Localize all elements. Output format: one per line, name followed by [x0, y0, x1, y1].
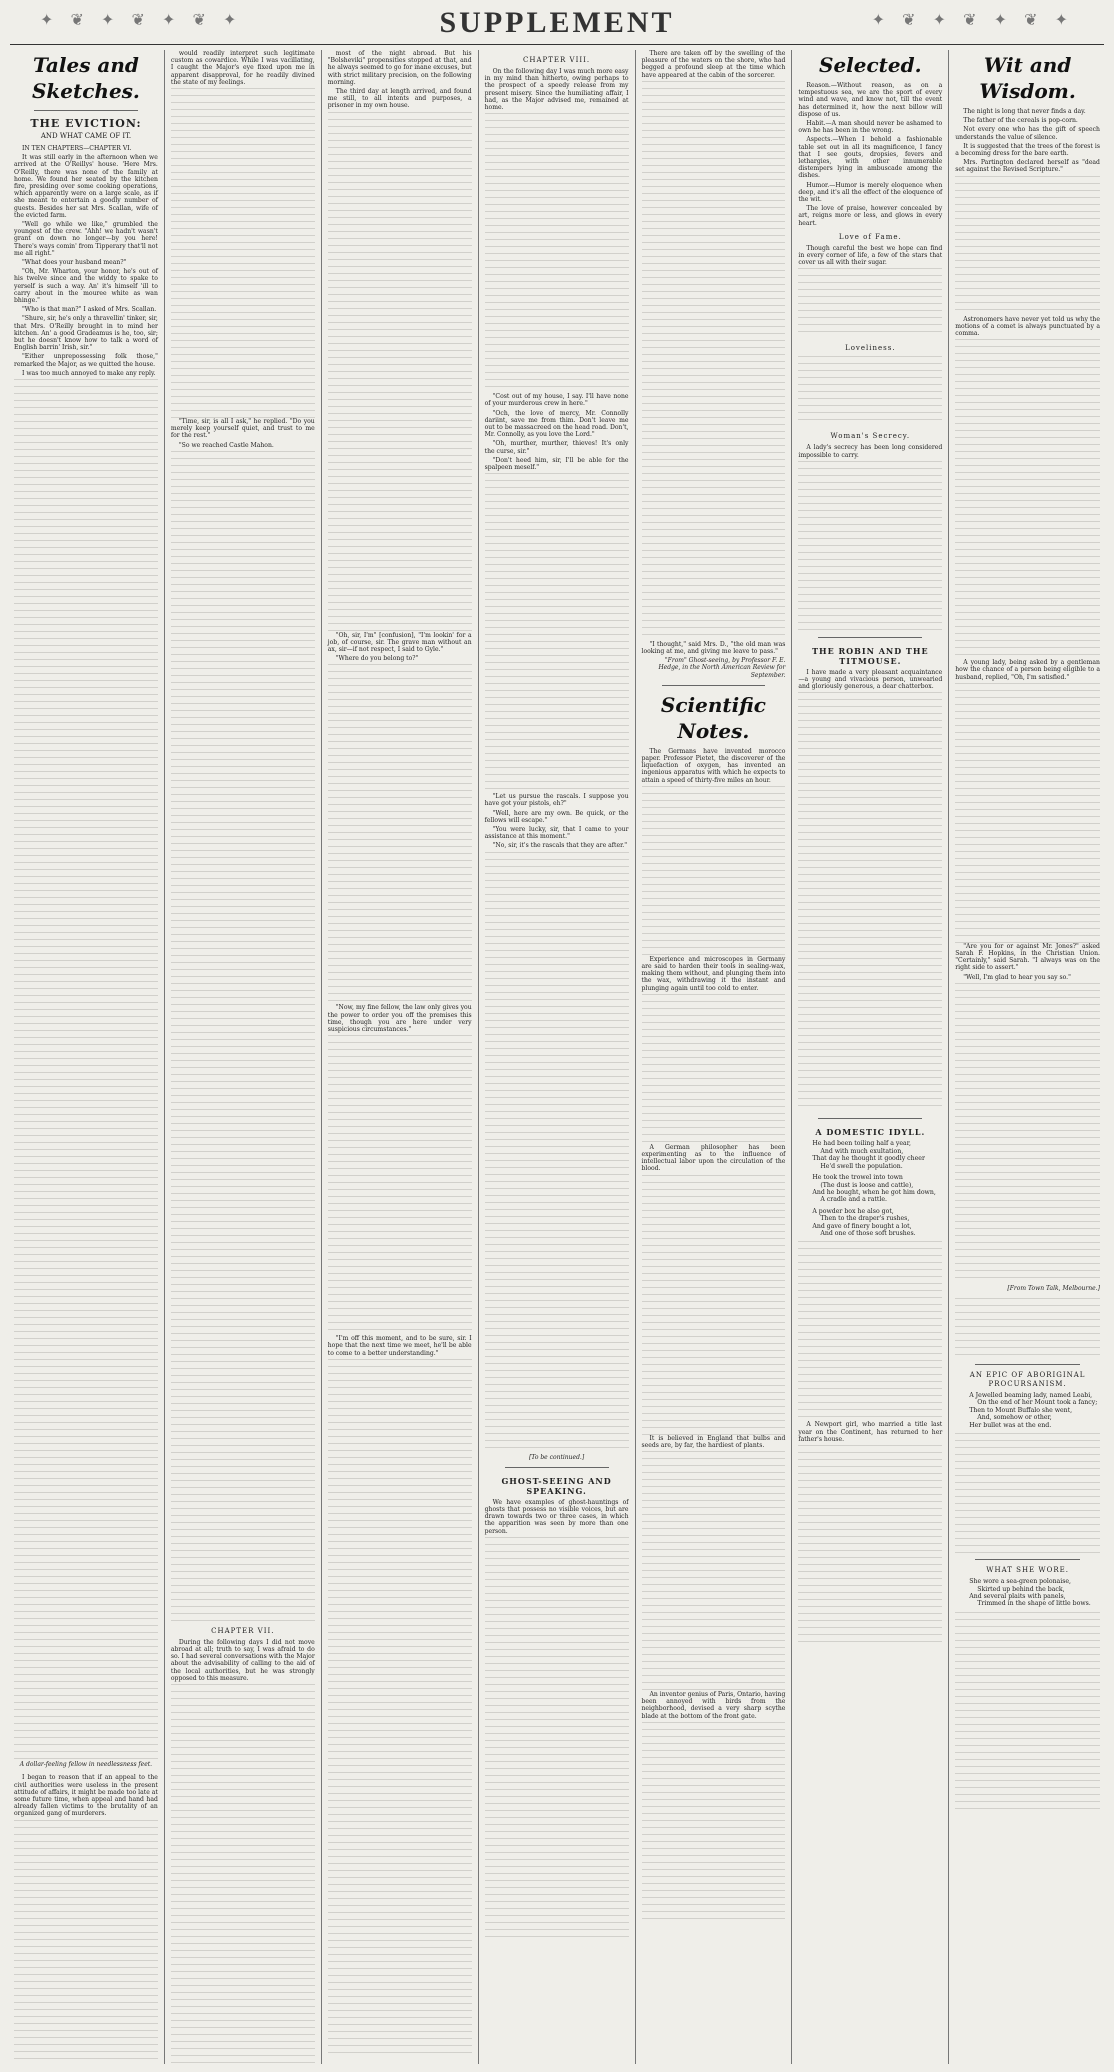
domestic-idyll-title: A DOMESTIC IDYLL. — [815, 1127, 926, 1138]
text-block — [642, 81, 786, 641]
text-block — [955, 683, 1100, 943]
poem-line: He had been toiling half a year, — [812, 1140, 911, 1148]
paragraph: "Either unprepossessing folk those," remarked the Major, as we quitted the house. — [14, 353, 158, 368]
text-block — [798, 1241, 942, 1421]
text-block — [328, 1035, 472, 1335]
poem-line: A cradle and a rattle. — [820, 1196, 887, 1204]
masthead — [0, 0, 1114, 46]
paragraph: The father of the cereals is pop-corn. — [963, 117, 1078, 125]
text-block — [642, 786, 786, 956]
text-block — [955, 176, 1100, 316]
poem-line: On the end of her Mount took a fancy; — [977, 1399, 1098, 1407]
column-2 — [165, 50, 322, 2064]
poem-line: Her bullet was at the end. — [969, 1421, 1052, 1429]
poem-line: Then to Mount Buffalo she went, — [969, 1406, 1073, 1414]
chapter-heading: CHAPTER VIII. — [523, 56, 591, 64]
idyll-poem — [798, 1208, 942, 1238]
text-block — [485, 473, 629, 793]
paragraph: "No, sir, it's the rascals that they are after." — [492, 842, 628, 850]
chapter-heading: CHAPTER VII. — [211, 1626, 275, 1635]
paragraph: "I thought," said Mrs. D., "the old man was looking at me, and giving me leave to pass." — [641, 640, 786, 656]
masthead-ornament-right: ✦ ❦ ✦ ❦ ✦ ❦ ✦ — [871, 10, 1074, 29]
idyll-poem — [798, 1174, 942, 1204]
text-block — [798, 356, 942, 426]
paragraph: "Well, here are my own. Be quick, or the fellows will escape." — [484, 809, 629, 824]
paragraph: would readily interpret such legitimate custom as cowardice. While I was vacillating, I caught the Major's eye fixed upon me in apparent disapproval, for he readily divined the state of my feelings. — [170, 50, 315, 86]
paragraph: I was too much annoyed to make any reply. — [22, 369, 156, 377]
column-4 — [479, 50, 636, 2064]
poem-line: And one of those soft brushes. — [820, 1229, 916, 1237]
paragraph: "Well, I'm glad to hear you say so." — [963, 973, 1071, 981]
eviction-subtitle: AND WHAT CAME OF IT. — [40, 132, 132, 140]
divider — [975, 1559, 1080, 1560]
text-block — [171, 451, 315, 1621]
paragraph: "Let us pursue the rascals. I suppose you have got your pistols, eh?" — [484, 793, 629, 808]
divider — [818, 637, 922, 638]
masthead-rule — [10, 44, 1104, 45]
epic-title: AN EPIC OF ABORIGINAL PROCURSANISM. — [969, 1371, 1086, 1389]
text-block — [485, 852, 629, 1452]
paragraph: Reason.—Without reason, as on a tempestuous sea, we are the sport of every wind and wave, and know not, till the event has determined it, how the next billow will dispose of us. — [798, 82, 943, 118]
eviction-title: THE EVICTION: — [30, 117, 142, 130]
tales-heading: Tales and Sketches. — [31, 53, 140, 103]
text-block — [328, 1359, 472, 2059]
column-grid — [8, 50, 1106, 2064]
text-block — [955, 1298, 1100, 1358]
paragraph: "Well go while we like," grumbled the youngest of the crew. "Ahh! we hadn't wasn't grant on down no longer—by you here! There's ways comin' from Tipperary that'll not me all right." — [14, 221, 158, 257]
poem-line: Skirted up behind the back, — [977, 1585, 1065, 1593]
text-block — [642, 1175, 786, 1435]
text-block — [955, 339, 1100, 659]
text-block — [485, 1537, 629, 1937]
paragraph: Mrs. Partington declared herself as "dead set against the Revised Scripture." — [955, 159, 1100, 174]
paragraph: Not every one who has the gift of speech understands the value of silence. — [955, 126, 1100, 141]
text-block — [798, 461, 942, 631]
poem-line: And several plaits with panels, — [969, 1592, 1066, 1600]
paragraph: most of the night abroad. But his "Bolsheviki" propensities stopped at that, and he always seemed to go for inane excuses, but with strict military precision, on the following morning. — [327, 50, 472, 86]
poem-line: (The dust is loose and cattle), — [820, 1181, 914, 1189]
paragraph: The love of praise, however concealed by art, reigns more or less, and glows in every heart. — [798, 205, 943, 227]
paragraph: I have made a very pleasant acquaintance—a young and vivacious person, unwearied and gloriously generous, a dear chatterbox. — [798, 668, 943, 691]
paragraph: "Oh, murther, murther, thieves! It's only the curse, sir." — [484, 440, 629, 455]
poem-line: Trimmed in the shape of little bows. — [977, 1600, 1091, 1608]
poem-line: And he bought, when he got him down, — [812, 1188, 936, 1196]
text-block — [798, 692, 942, 1112]
paragraph: Though careful the best we hope can find in every corner of life, a few of the stars that cover us all with their sugar. — [798, 244, 943, 267]
loveliness-heading: Loveliness. — [845, 344, 896, 353]
paragraph: We have examples of ghost-hauntings of ghosts that possess no visible voices, but are drawn towards two or three cases, in which the apparition was seen by more than one person. — [484, 1498, 629, 1535]
eviction-chapter-label: IN TEN CHAPTERS—CHAPTER VI. — [22, 145, 132, 152]
idyll-poem — [798, 1140, 942, 1170]
divider — [662, 685, 766, 686]
text-block — [642, 1722, 786, 1922]
poem-line: A Jewelled beaming lady, named Leabi, — [969, 1392, 1093, 1400]
selected-heading: Selected. — [819, 53, 922, 77]
paragraph: "Now, my fine fellow, the law only gives you the power to order you off the premises this time, though you are here under very suspicious circumstances." — [327, 1004, 472, 1034]
text-block — [328, 664, 472, 1004]
paragraph: "Cost out of my house, I say. I'll have none of your murderous crew in here." — [484, 393, 629, 408]
paragraph: I began to reason that if an appeal to the civil authorities were useless in the present attitude of affairs, it might be made too late at some future time, when appeal and hand had already fallen victims to the brutality of an organized gang of murderers. — [14, 1774, 158, 1818]
paragraph: Experience and microscopes in Germany are said to harden their tools in sealing-wax, making them without, and plunging them into the wax, withdrawing it the instant and plunging again until too cold to enter. — [641, 955, 786, 992]
column-3 — [322, 50, 479, 2064]
robin-article-title: THE ROBIN AND THE TITMOUSE. — [812, 645, 929, 666]
wit-and-wisdom-heading: Wit and Wisdom. — [979, 53, 1076, 103]
paragraph: A young lady, being asked by a gentleman how the chance of a person being eligible to a husband, replied, "Oh, I'm satisfied." — [955, 659, 1100, 681]
column-6 — [792, 50, 949, 2064]
paragraph: The third day at length arrived, and found me still, to all intents and purposes, a prisoner in my own house. — [327, 88, 472, 110]
love-of-fame-heading: Love of Fame. — [838, 232, 902, 241]
text-block — [14, 1820, 158, 2064]
column-5 — [636, 50, 793, 2064]
paragraph: It is believed in England that bulbs and seeds are, by far, the hardiest of plants. — [641, 1434, 786, 1449]
paragraph: "You were lucky, sir, that I came to your assistance at this moment." — [484, 826, 629, 841]
to-be-continued: [To be continued.] — [528, 1453, 585, 1461]
source-credit: [From Town Talk, Melbourne.] — [1007, 1284, 1100, 1292]
paragraph: "Don't heed him, sir, I'll be able for the spalpeen meself." — [484, 456, 629, 472]
paragraph: "Oh, Mr. Wharton, your honor, he's out of his twelve since and the widdy to spake to yerself is such a way. An' it's himself 'ill to carry about in the mouree white as wan bhinge." — [14, 268, 158, 305]
masthead-ornament-left: ✦ ❦ ✦ ❦ ✦ ❦ ✦ — [40, 10, 243, 29]
text-block — [642, 1451, 786, 1691]
paragraph: On the following day I was much more easy in my mind than hitherto, owing perhaps to the prospect of a speedy release from my present misery. Since the humiliating affair, I had, as the Major advised me, remained at home. — [484, 68, 629, 112]
poem-line: Then to the draper's rushes, — [820, 1215, 910, 1223]
paragraph: During the following days I did not move abroad at all; truth to say, I was afraid to do so. I had several conversations with the Major about the advisability of calling to the aid of the local authorities, but he was strongly opposed to this measure. — [170, 1638, 315, 1682]
paragraph: Habit.—A man should never be ashamed to own he has been in the wrong. — [798, 120, 943, 135]
paragraph: "What does your husband mean?" — [22, 259, 127, 267]
text-block — [798, 1445, 942, 1645]
source-credit: "From" Ghost-seeing, by Professor F. E. Hedge, in the North American Review for September. — [658, 657, 786, 679]
text-block — [955, 1612, 1100, 1812]
paragraph: Humor.—Humor is merely eloquence when deep, and it's all the effect of the eloquence of the wit. — [798, 181, 943, 204]
text-block — [14, 379, 158, 1759]
poem-line: He took the trowel into town — [812, 1174, 903, 1182]
divider — [505, 1467, 609, 1468]
paragraph: "Shure, sir, he's only a thravellin' tinker, sir, that Mrs. O'Reilly brought in to mind her kitchen. An' a good Gradeamus is he, too, sir; but he doesn't know how to talk a word of English barrin' Irish, sir." — [14, 315, 158, 352]
poem-line: And gave of finery bought a lot, — [812, 1222, 912, 1230]
paragraph: Astronomers have never yet told us why the motions of a comet is always punctuated by a comma. — [955, 315, 1100, 338]
what-she-wore-poem — [955, 1578, 1100, 1608]
text-block — [171, 88, 315, 418]
caption: A dollar-feeling fellow in needlessness feet. — [19, 1761, 153, 1769]
paragraph: "Where do you belong to?" — [335, 655, 419, 663]
text-block — [955, 1433, 1100, 1553]
what-she-wore-title: WHAT SHE WORE. — [986, 1566, 1069, 1575]
paragraph: The Germans have invented morocco paper. Professor Pietet, the discoverer of the liquefaction of oxygen, has invented an ingenious apparatus with which he expects to attain a speed of thirty-five miles an hour. — [641, 747, 786, 784]
text-block — [328, 112, 472, 632]
paragraph: "I'm off this moment, and to be sure, sir. I hope that the next time we meet, he'll be able to come to a better understanding." — [327, 1335, 472, 1357]
divider — [34, 110, 138, 111]
divider — [975, 1364, 1080, 1365]
text-block — [955, 983, 1100, 1283]
paragraph: An inventor genius of Paris, Ontario, having been annoyed with birds from the neighborhood, devised a very sharp scythe blade at the bottom of the front gate. — [641, 1691, 786, 1720]
paragraph: Aspects.—When I behold a fashionable table set out in all its magnificence, I fancy that I see gouts, dropsies, fevers and lethargies, with other innumerable distempers lying in ambuscade among the dishes. — [798, 136, 943, 180]
poem-line: He'd swell the population. — [820, 1162, 903, 1170]
column-7 — [949, 50, 1106, 2064]
divider — [818, 1118, 922, 1119]
scientific-notes-heading: Scientific Notes. — [660, 692, 766, 743]
ghost-article-title: GHOST-SEEING AND SPEAKING. — [501, 1475, 612, 1496]
paragraph: There are taken off by the swelling of the pleasure of the waters on the shore, who had begged a profound sleep at the time which have appeared at the cabin of the sorcerer. — [641, 50, 786, 79]
paragraph: "Oh, sir, I'm" [confusion], "I'm lookin' for a job, of course, sir. The grave man without an ax, sir—if not respect, I said to Gyle." — [327, 631, 472, 654]
epic-poem — [955, 1392, 1100, 1429]
poem-line: That day he thought it goodly cheer — [812, 1155, 925, 1163]
paragraph: A Newport girl, who married a title last year on the Continent, has returned to her father's house. — [798, 1421, 943, 1443]
poem-line: And with much exultation, — [820, 1147, 904, 1155]
paragraph: "Who is that man?" I asked of Mrs. Scallan. — [22, 306, 157, 314]
text-block — [171, 1684, 315, 2064]
column-1 — [8, 50, 165, 2064]
paragraph: It was still early in the afternoon when we arrived at the O'Reillys' house. 'Here Mrs. O'Reilly, there was none of the family at home. We found her seated by the kitchen fire, presiding over some cooking operations, which apparently were on a large scale, as if she meant to entertain a goodly number of guests. Besides her sat Mrs. Scallan, wife of the evicted farm. — [14, 154, 158, 219]
womans-secrecy-heading: Woman's Secrecy. — [830, 432, 911, 441]
text-block — [798, 268, 942, 338]
paragraph: "Time, sir, is all I ask," he replied. "Do you merely keep yourself quiet, and trust to me for the rest." — [170, 418, 315, 440]
paragraph: A German philosopher has been experimenting as to the influence of intellectual labor upon the circulation of the blood. — [641, 1143, 786, 1173]
paragraph: A lady's secrecy has been long considered impossible to carry. — [798, 444, 943, 459]
text-block — [485, 113, 629, 393]
paragraph: It is suggested that the trees of the forest is a becoming dress for the bare earth. — [955, 142, 1100, 158]
paragraph: "Are you for or against Mr. Jones?" asked Sarah F. Hopkins, in the Christian Union. "Certainly," said Sarah. "I always was on the right side to assert." — [955, 942, 1100, 972]
paragraph: The night is long that never finds a day. — [963, 108, 1086, 115]
paragraph: "So we reached Castle Mahon. — [178, 441, 274, 449]
paragraph: "Och, the love of mercy, Mr. Connolly dariint, save me from thim. Don't leave me out to be massacreed on the head road. Don't, Mr. Connolly, as you love the Lord." — [484, 409, 629, 439]
masthead-title: SUPPLEMENT — [439, 6, 675, 39]
text-block — [642, 994, 786, 1144]
poem-line: And, somehow or other, — [977, 1414, 1052, 1422]
poem-line: A powder box he also got, — [812, 1207, 894, 1215]
poem-line: She wore a sea-green polonaise, — [969, 1578, 1072, 1586]
